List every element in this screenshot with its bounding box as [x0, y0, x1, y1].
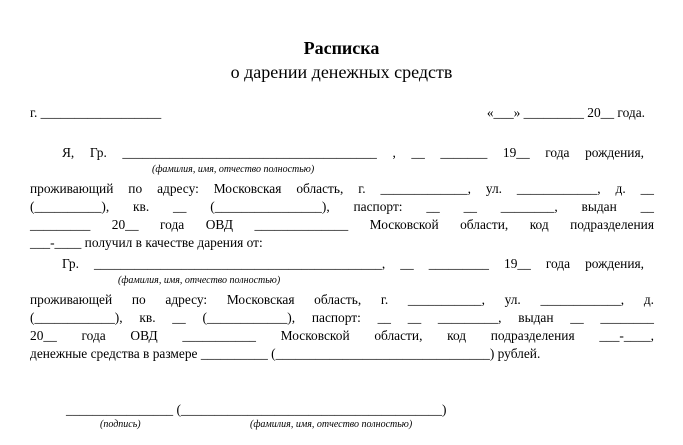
- signature-hint: (подпись): [100, 419, 141, 430]
- city-field: г. __________________: [30, 105, 162, 120]
- recipient-passport-line: (____________), кв. __ (____________), паспорт: __ __ _________, выдан __ ________: [30, 310, 654, 325]
- donor-address-line: проживающий по адресу: Московская область, г. _____________, ул. ____________, д. __: [30, 181, 654, 196]
- donor-received-line: ___-____ получил в качестве дарения от:: [30, 235, 263, 250]
- donor-name-line: Я, Гр. ______________________________________ , __ _______ 19__ года рождения,: [62, 145, 644, 160]
- recipient-name-hint: (фамилия, имя, отчество полностью): [118, 275, 281, 286]
- document-subtitle: о дарении денежных средств: [230, 62, 453, 82]
- document-title: Расписка: [303, 38, 380, 58]
- amount-line: денежные средства в размере __________ (________________________________) рублей.: [30, 346, 541, 361]
- signature-line: ________________ (_______________________________________): [66, 402, 447, 417]
- donor-issued-line: _________ 20__ года ОВД ______________ Московской области, код подразделения: [30, 217, 654, 232]
- signature-name-hint: (фамилия, имя, отчество полностью): [250, 419, 413, 430]
- donor-name-hint: (фамилия, имя, отчество полностью): [152, 164, 315, 175]
- date-field: «___» _________ 20__ года.: [486, 105, 645, 120]
- recipient-name-line: Гр. ___________________________________________, __ _________ 19__ года рождения,: [62, 256, 644, 271]
- donor-passport-line: (__________), кв. __ (________________), паспорт: __ __ ________, выдан __: [30, 199, 654, 214]
- recipient-address-line: проживающей по адресу: Московская область, г. ___________, ул. ____________, д.: [30, 292, 654, 307]
- recipient-issued-line: 20__ года ОВД ___________ Московской области, код подразделения ___-____,: [30, 328, 654, 343]
